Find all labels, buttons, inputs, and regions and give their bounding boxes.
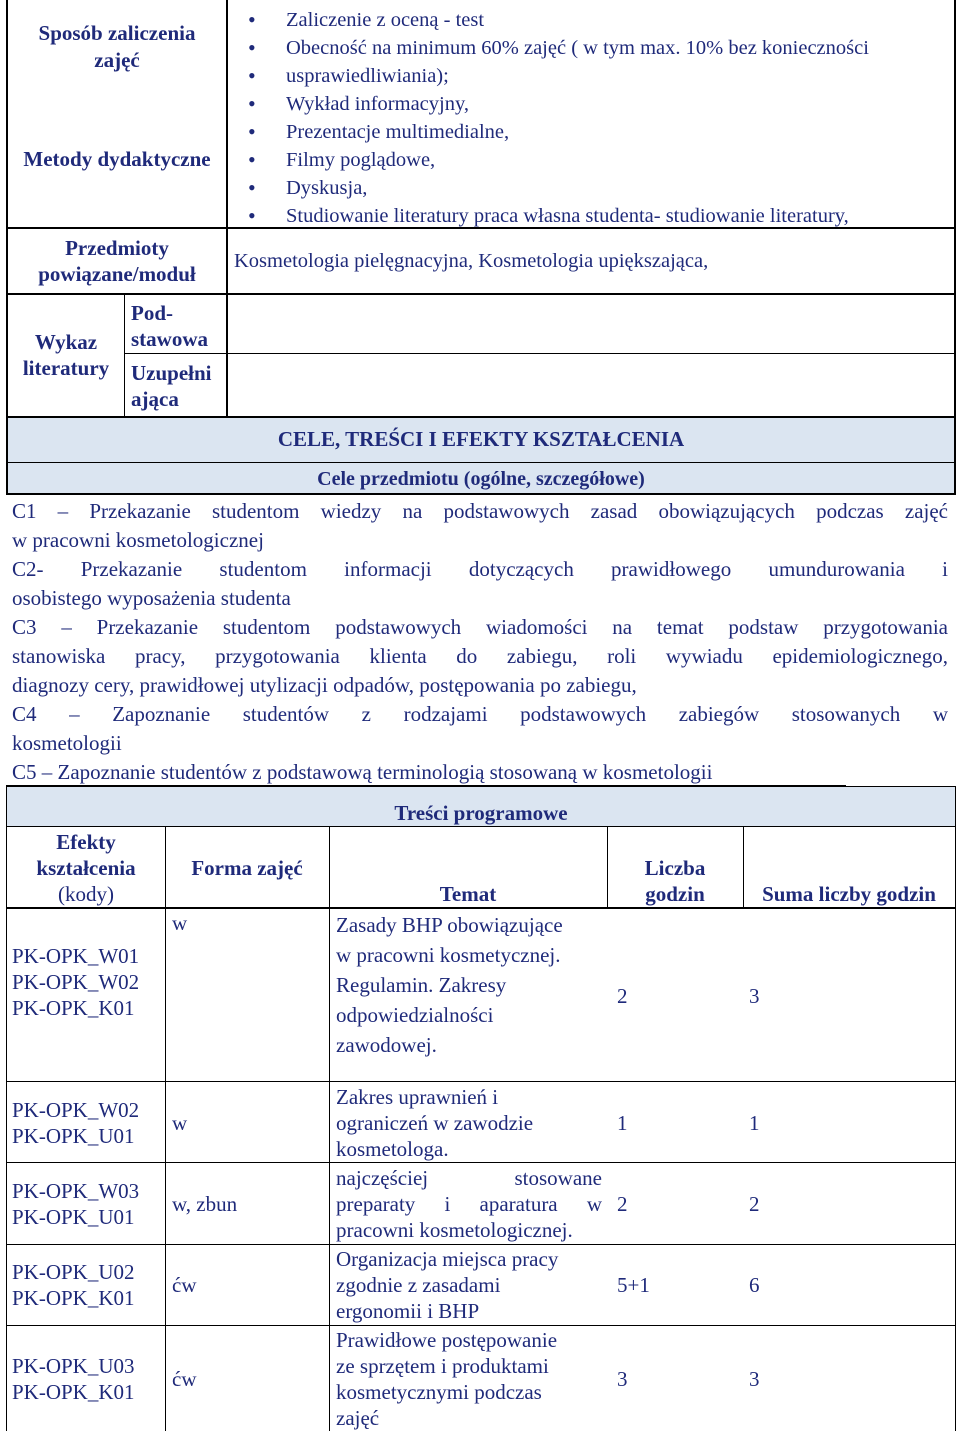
- list-item: • Studiowanie literatury praca własna studenta- studiowanie literatury,: [238, 202, 954, 230]
- code: PK-OPK_K01: [12, 1286, 135, 1310]
- basic-literature-label-2: stawowa: [131, 327, 208, 351]
- code: PK-OPK_U03: [12, 1354, 135, 1378]
- row-divider: [6, 1244, 956, 1245]
- literature-label: Wykaz: [34, 330, 98, 354]
- related-label: Przedmioty: [65, 236, 169, 260]
- topic-line: ergonomii i BHP: [336, 1299, 480, 1323]
- sum-header: Suma liczby godzin: [762, 882, 936, 906]
- row-divider: [124, 353, 956, 354]
- literature-label-2: literatury: [22, 356, 110, 380]
- list-item: • Filmy poglądowe,: [238, 146, 954, 174]
- content-title: Treści programowe: [394, 801, 568, 825]
- goal-c1: C1 – Przekazanie studentom wiedzy na podstawowych zasad obowiązujących podczas zajęć w pracowni kosmetologicznej: [12, 499, 948, 552]
- topic-line: kosmetologa.: [336, 1137, 449, 1161]
- hours-value: 3: [617, 1367, 628, 1391]
- topic-line: Organizacja miejsca pracy: [336, 1247, 559, 1271]
- topic-line: Zakres uprawnień i: [336, 1085, 499, 1109]
- assessment-label-2: zajęć: [94, 48, 140, 72]
- row-divider: [6, 493, 956, 495]
- form-value: w, zbun: [172, 1192, 238, 1216]
- sum-value: 3: [749, 984, 760, 1008]
- list-item-continuation: usprawiedliwiania);: [286, 65, 449, 87]
- goal-c2: C2- Przekazanie studentom informacji dotyczących prawidłowego umundurowania i osobistego wyposażenia studenta: [12, 557, 948, 610]
- topic-line: Regulamin. Zakresy: [336, 973, 507, 997]
- basic-literature-label: Pod-: [131, 301, 173, 325]
- section-title: CELE, TREŚCI I EFEKTY KSZTAŁCENIA: [277, 427, 685, 451]
- topic-line: pracowni kosmetologicznej.: [336, 1218, 573, 1242]
- effects-header-3: (kody): [58, 882, 114, 906]
- hours-value: 5+1: [617, 1273, 650, 1297]
- row-divider: [6, 1325, 956, 1326]
- sum-value: 1: [749, 1111, 760, 1135]
- form-value: ćw: [172, 1367, 197, 1391]
- col-divider: [329, 826, 330, 1431]
- topic-line: w pracowni kosmetycznej.: [336, 943, 561, 967]
- list-item: [238, 62, 954, 90]
- topic-header: Temat: [439, 882, 497, 906]
- list-item: • Prezentacje multimedialne,: [238, 118, 954, 146]
- col-divider: [954, 0, 956, 418]
- topic-line: zawodowej.: [336, 1033, 437, 1057]
- row-divider: [6, 826, 956, 827]
- assessment-label: Sposób zaliczenia: [38, 21, 196, 45]
- related-value: Kosmetologia pielęgnacyjna, Kosmetologia upiększająca,: [234, 250, 709, 272]
- list-item: • Dyskusja,: [238, 174, 954, 202]
- topic-line: kosmetycznymi podczas: [336, 1380, 542, 1404]
- col-divider: [124, 294, 125, 417]
- row-divider: [6, 293, 956, 295]
- hours-value: 2: [617, 1192, 628, 1216]
- col-divider: [226, 0, 228, 418]
- goal-c3: C3 – Przekazanie studentom podstawowych wiadomości na temat podstaw przygotowania stanowiska pracy, przygotowania klienta do zabiegu, roli wywiadu epidemiologicznego, diagnozy cery, prawidłowej utylizacji odpadów, postępowania po zabiegu,: [12, 615, 948, 697]
- hours-header: Liczba: [644, 856, 706, 880]
- col-divider: [6, 786, 7, 1431]
- topic-line: zajęć: [336, 1406, 380, 1430]
- methods-list: [238, 6, 954, 230]
- list-item: • Zaliczenie z oceną - test: [238, 6, 954, 34]
- code: PK-OPK_W01: [12, 944, 140, 968]
- form-header: Forma zajęć: [191, 856, 303, 880]
- code: PK-OPK_K01: [12, 996, 135, 1020]
- col-divider: [165, 826, 166, 1431]
- section-subtitle: Cele przedmiotu (ogólne, szczegółowe): [317, 468, 645, 490]
- row-divider: [6, 907, 956, 909]
- code: PK-OPK_W02: [12, 1098, 140, 1122]
- topic-line: Zasady BHP obowiązujące: [336, 913, 563, 937]
- topic-line: najczęściej stosowane: [336, 1166, 602, 1190]
- row-divider: [6, 1162, 956, 1163]
- form-value: w: [172, 911, 188, 935]
- supplementary-literature-label-2: ająca: [131, 387, 179, 411]
- code: PK-OPK_U01: [12, 1124, 135, 1148]
- form-value: ćw: [172, 1273, 197, 1297]
- hours-value: 1: [617, 1111, 628, 1135]
- row-divider: [6, 786, 956, 787]
- col-divider: [743, 826, 744, 908]
- topic-line: preparaty i aparatura w: [336, 1192, 602, 1216]
- topic-line: ze sprzętem i produktami: [336, 1354, 549, 1378]
- code: PK-OPK_W02: [12, 970, 140, 994]
- list-item: • Obecność na minimum 60% zajęć ( w tym max. 10% bez konieczności: [238, 34, 954, 62]
- goal-c5: C5 – Zapoznanie studentów z podstawową terminologią stosowaną w kosmetologii: [12, 760, 713, 784]
- topic-line: ograniczeń w zawodzie: [336, 1111, 534, 1135]
- methods-label: Metody dydaktyczne: [23, 147, 211, 171]
- sum-value: 2: [749, 1192, 760, 1216]
- code: PK-OPK_U02: [12, 1260, 135, 1284]
- col-divider: [607, 826, 608, 908]
- code: PK-OPK_W03: [12, 1179, 140, 1203]
- code: PK-OPK_U01: [12, 1205, 135, 1229]
- sum-value: 3: [749, 1367, 760, 1391]
- topic-line: zgodnie z zasadami: [336, 1273, 501, 1297]
- col-divider: [955, 786, 956, 1431]
- row-divider: [6, 1081, 956, 1082]
- hours-header-2: godzin: [645, 882, 705, 906]
- effects-header-2: kształcenia: [36, 856, 136, 880]
- list-item: • Wykład informacyjny,: [238, 90, 954, 118]
- effects-header: Efekty: [56, 830, 116, 854]
- sum-value: 6: [749, 1273, 760, 1297]
- related-label-2: powiązane/moduł: [38, 262, 196, 286]
- topic-line: odpowiedzialności: [336, 1003, 494, 1027]
- code: PK-OPK_K01: [12, 1380, 135, 1404]
- goal-c4: C4 – Zapoznanie studentów z rodzajami podstawowych zabiegów stosowanych w kosmetologii: [12, 702, 948, 755]
- supplementary-literature-label: Uzupełni: [131, 361, 212, 385]
- form-value: w: [172, 1111, 188, 1135]
- topic-line: Prawidłowe postępowanie: [336, 1328, 558, 1352]
- hours-value: 2: [617, 984, 628, 1008]
